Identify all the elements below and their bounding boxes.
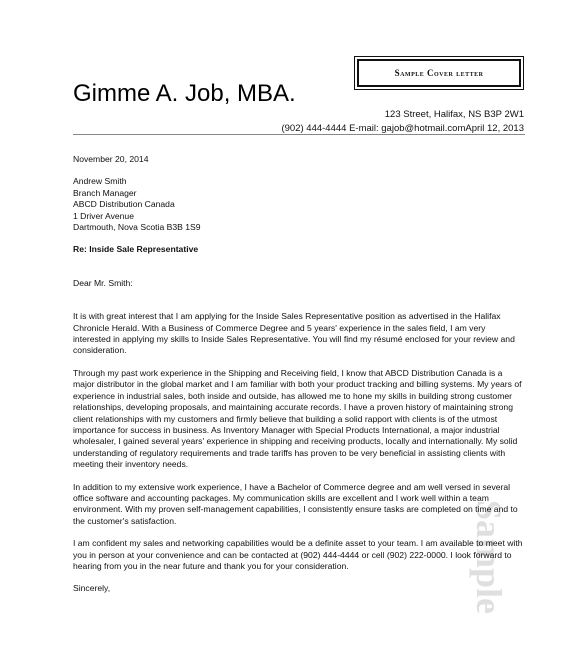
contact-block xyxy=(281,108,524,136)
recipient-line: Branch Manager xyxy=(73,187,137,198)
letter-closing: Sincerely, xyxy=(73,583,111,594)
recipient-line: Andrew Smith xyxy=(73,176,127,187)
letter-paragraph: Through my past work experience in the Shipping and Receiving field, I know that ABCD Distribution Canada is a major distributor in the global market and I am familiar with both your product tracking and billing systems. My years of experience in industrial sales, both inside and outside, has allowed me to hone my skills in building strong customer relationships, developing proposals, and maintaining accurate records. I have a proven history of maintaining strong client relationships with my customers and firmly believe that building a solid rapport with clients is of the utmost importance for success in business. As Inventory Manager with Special Products International, a major industrial wholesaler, I gained several years' experience in shipping and receiving products, locally and internationally. My solid understanding of regulatory requirements and trade tariffs has proven to be very beneficial in assisting clients with meeting their inventory needs. xyxy=(73,367,522,470)
letter-paragraph: In addition to my extensive work experience, I have a Bachelor of Commerce degree and am well versed in several office software and accounting packages. My communication skills are excellent and I work well within a team environment. With my proven self-management capabilities, I consistently ensure tasks are completed on time and to the customer's satisfaction. xyxy=(73,481,518,526)
document-badge: Sample Cover letter xyxy=(357,59,521,87)
letter-paragraph: I am confident my sales and networking capabilities would be a definite asset to your team. I am available to meet with you in person at your convenience and can be contacted at (902) 444-4444 or cell (902) 222-0000. I look forward to hearing from you in the near future and thank you for your consideration. xyxy=(73,538,523,571)
letter-subject: Re: Inside Sale Representative xyxy=(73,244,199,255)
recipient-line: 1 Driver Avenue xyxy=(73,210,134,221)
letter-paragraph: It is with great interest that I am applying for the Inside Sales Representative position as advertised in the Halifax Chronicle Herald. With a Business of Commerce Degree and 5 years' experience in the sales field, I am very interested in applying my skills to Inside Sales Representative. You will find my résumé enclosed for your review and consideration. xyxy=(73,311,515,356)
recipient-line: ABCD Distribution Canada xyxy=(73,199,175,210)
contact-line: (902) 444-4444 E-mail: gajob@hotmail.comApril 12, 2013 xyxy=(281,123,524,134)
recipient-line: Dartmouth, Nova Scotia B3B 1S9 xyxy=(73,222,201,233)
address-line: 123 Street, Halifax, NS B3P 2W1 xyxy=(384,109,524,120)
watermark-text: Sample xyxy=(469,500,509,615)
letter-body xyxy=(73,154,525,595)
letter-date: November 20, 2014 xyxy=(73,154,149,164)
letter-salutation: Dear Mr. Smith: xyxy=(73,277,133,288)
applicant-name: Gimme A. Job, MBA. xyxy=(73,80,296,107)
header-divider xyxy=(73,134,525,135)
